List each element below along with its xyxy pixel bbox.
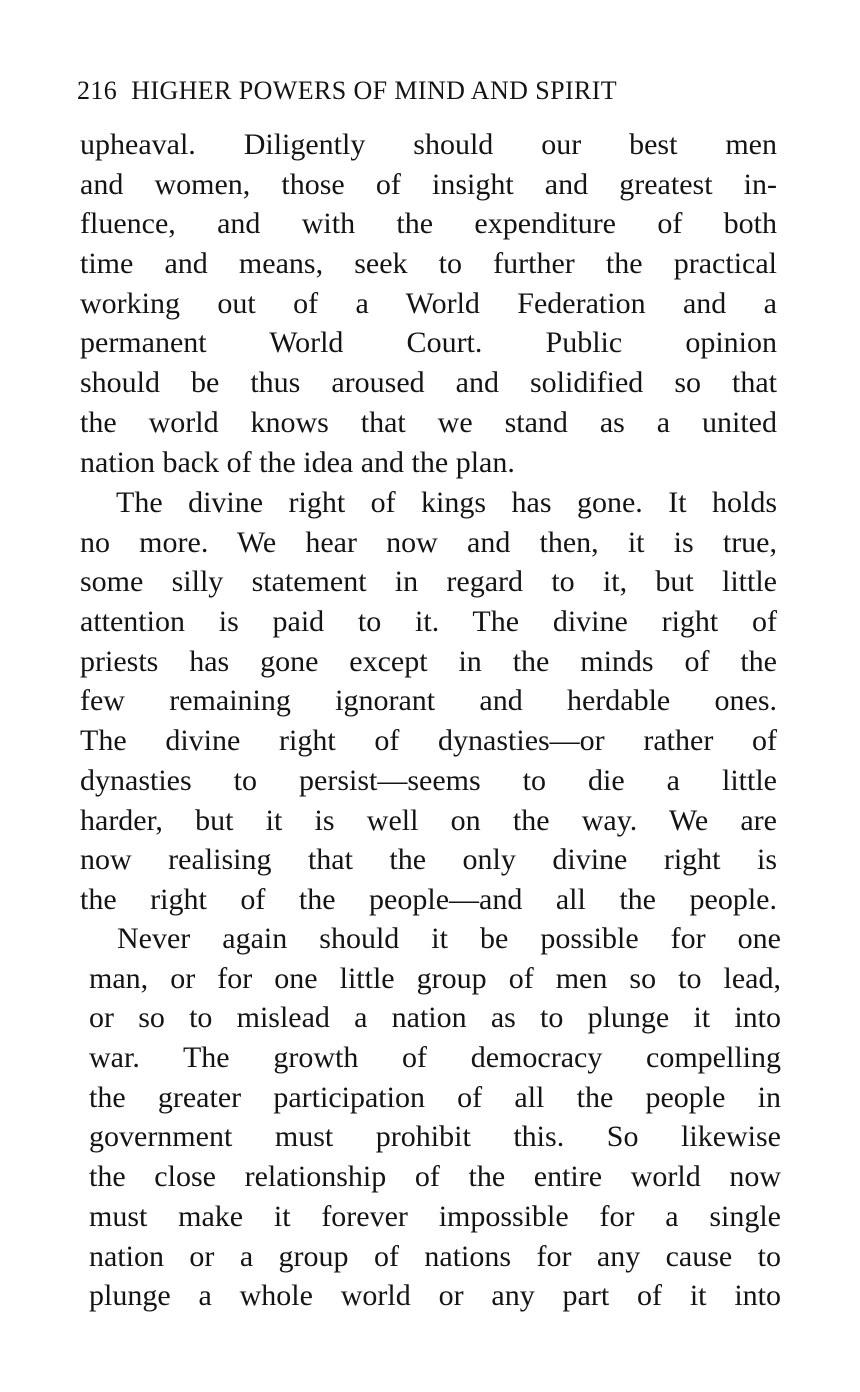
text-line: government must prohibit this. So likewise	[89, 1120, 781, 1154]
text-line: must make it forever impossible for a single	[89, 1199, 781, 1233]
text-line: working out of a World Federation and a	[80, 286, 777, 320]
text-line: Never again should it be possible for one	[117, 922, 781, 955]
text-line: nation or a group of nations for any cause to	[89, 1239, 781, 1273]
running-title: HIGHER POWERS OF MIND AND SPIRIT	[131, 76, 618, 105]
text-line: priests has gone except in the minds of the	[80, 644, 777, 678]
text-line: man, or for one little group of men so to lead,	[89, 961, 781, 995]
text-line: nation back of the idea and the plan.	[80, 445, 515, 479]
text-line: few remaining ignorant and herdable ones.	[80, 684, 777, 718]
text-line: the greater participation of all the people in	[89, 1080, 781, 1114]
text-line: the close relationship of the entire world now	[89, 1160, 781, 1194]
text-line: the world knows that we stand as a united	[80, 405, 777, 439]
text-line: now realising that the only divine right is	[80, 843, 777, 877]
text-line: The divine right of dynasties—or rather of	[80, 724, 777, 758]
text-line: war. The growth of democracy compelling	[89, 1041, 781, 1075]
paragraph-3	[89, 919, 781, 1316]
text-line: harder, but it is well on the way. We are	[80, 803, 777, 837]
text-line: should be thus aroused and solidified so that	[80, 366, 777, 400]
text-line: The divine right of kings has gone. It holds	[116, 486, 777, 519]
text-line: plunge a whole world or any part of it into	[89, 1279, 781, 1313]
text-line: the right of the people—and all the people.	[80, 882, 777, 916]
text-line: time and means, seek to further the practical	[80, 247, 777, 281]
text-line: no more. We hear now and then, it is true,	[80, 525, 777, 559]
text-line: or so to mislead a nation as to plunge it into	[89, 1001, 781, 1035]
paragraph-2	[80, 483, 777, 920]
text-line: and women, those of insight and greatest in-	[80, 167, 777, 201]
text-line: upheaval. Diligently should our best men	[80, 128, 777, 161]
text-line: dynasties to persist—seems to die a little	[80, 763, 777, 797]
text-line: attention is paid to it. The divine right of	[80, 605, 777, 639]
text-line: some silly statement in regard to it, but little	[80, 565, 777, 599]
text-line: fluence, and with the expenditure of both	[80, 207, 777, 241]
text-line: permanent World Court. Public opinion	[80, 326, 777, 360]
paragraph-1	[80, 125, 777, 482]
running-header	[77, 73, 777, 109]
page-number: 216	[77, 76, 118, 105]
